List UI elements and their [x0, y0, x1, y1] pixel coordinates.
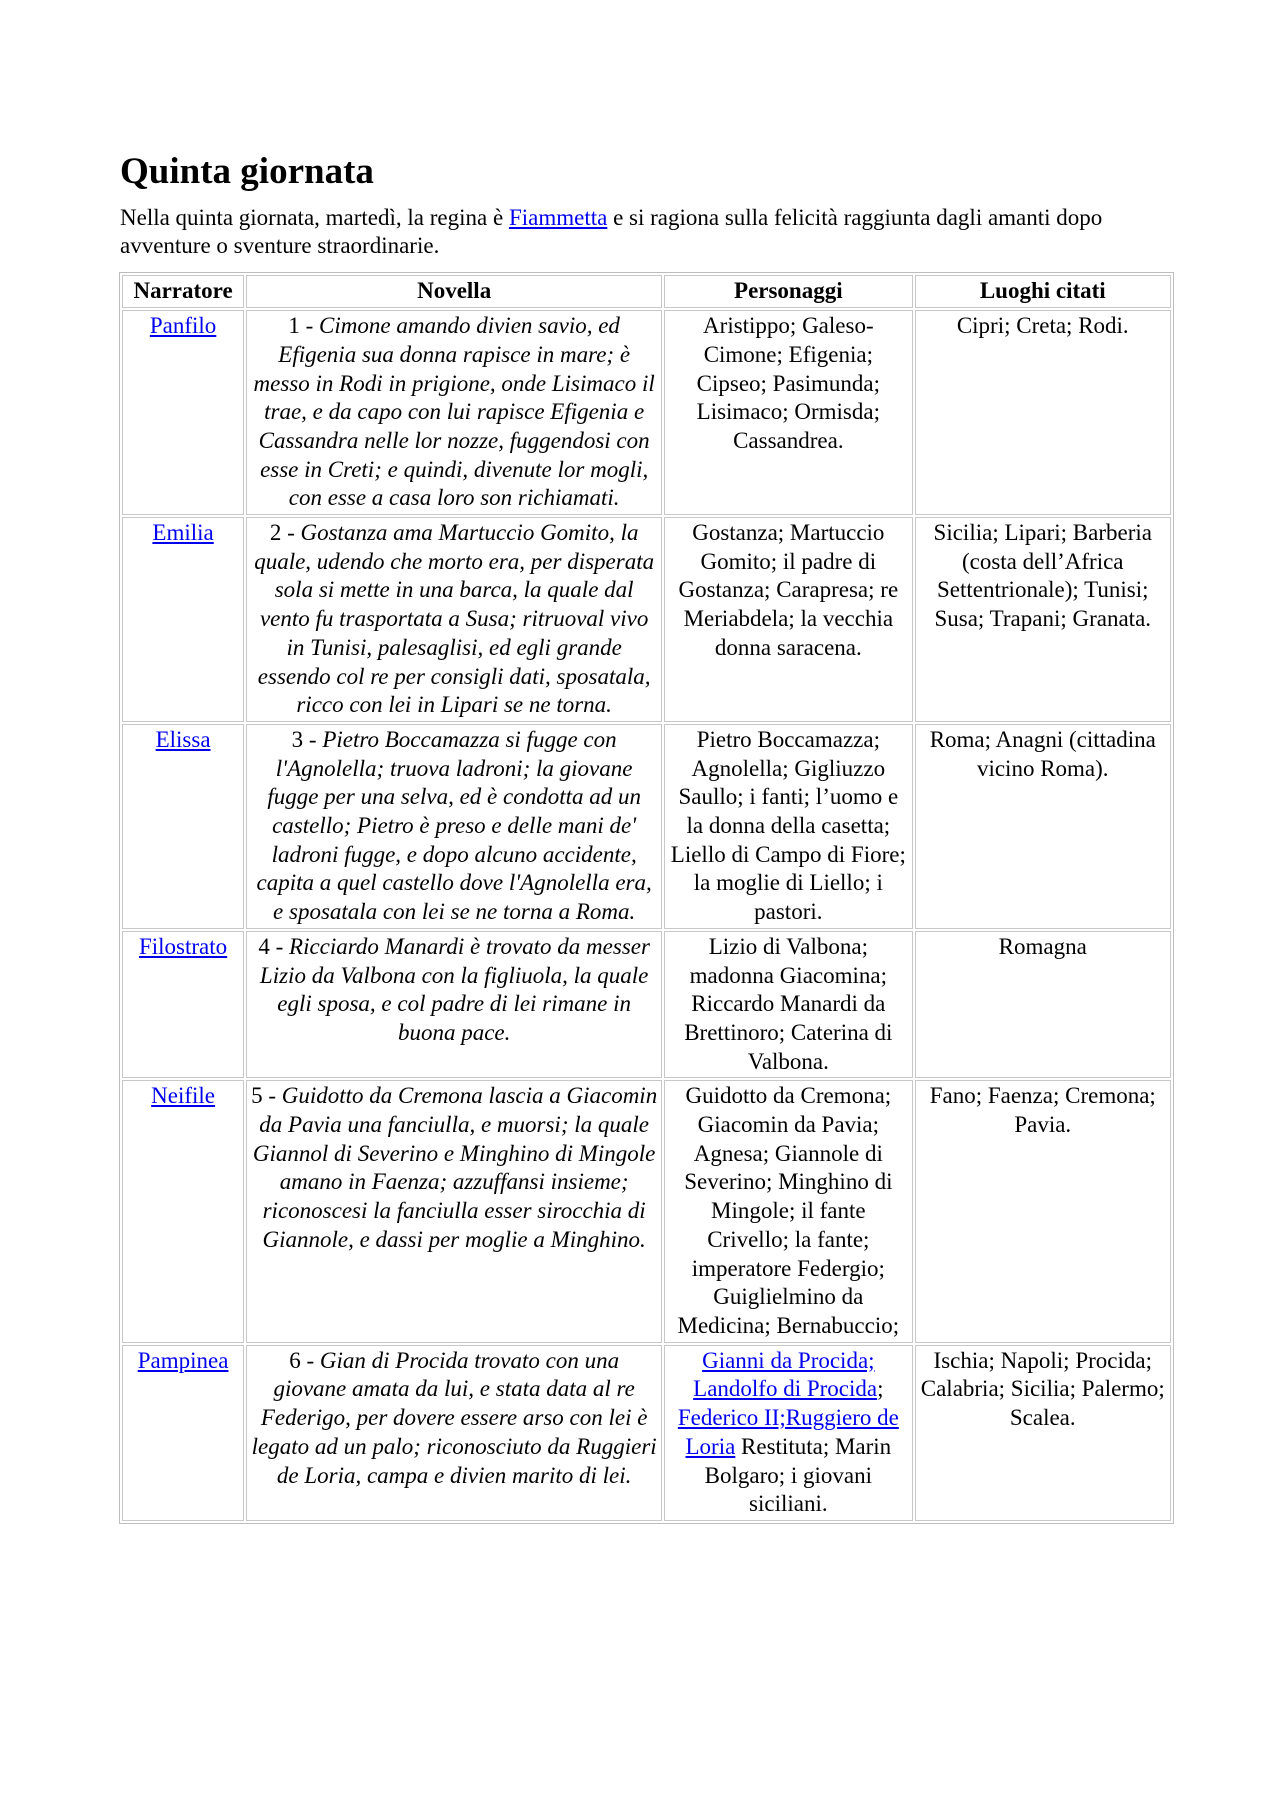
narrator-link-neifile[interactable]: Neifile	[151, 1083, 215, 1109]
intro-text-after: e si ragiona sulla felicità raggiunta dagli amanti dopo avventure o sventure straordinarie.	[120, 205, 1103, 259]
table-row	[122, 310, 1171, 515]
novelle-table	[119, 272, 1174, 1524]
header-novella: Novella	[246, 275, 662, 308]
novella-title: Guidotto da Cremona lascia a Giacomin da Pavia una fanciulla, e muorsi; la quale Giannol di Severino e Minghino di Mingole amano in Faenza; azzuffansi insieme; riconoscesi la fanciulla esser sirocchia di Giannole, e dassi per moglie a Minghino.	[252, 1083, 658, 1252]
characters-separator: ;	[877, 1376, 884, 1402]
places-cell: Sicilia; Lipari; Barberia (costa dell’Africa Settentrionale); Tunisi; Susa; Trapani; Granata.	[915, 517, 1171, 722]
page-title: Quinta giornata	[120, 151, 374, 192]
table-row	[122, 517, 1171, 722]
novella-title: Gostanza ama Martuccio Gomito, la quale, udendo che morto era, per disperata sola si mette in una barca, la quale dal vento fu trasportata a Susa; ritruoval vivo in Tunisi, palesaglisi, ed egli grande essendo col re per consigli dati, sposatala, ricco con lei in Lipari se ne torna.	[254, 520, 655, 718]
header-narratore: Narratore	[122, 275, 244, 308]
novella-cell	[246, 310, 662, 515]
novella-title: Cimone amando divien savio, ed Efigenia sua donna rapisce in mare; è messo in Rodi in prigione, onde Lisimaco il trae, e da capo con lui rapisce Efigenia e Cassandra nelle lor nozze, fuggendosi con esse in Creti; e quindi, divenute lor mogli, con esse a casa loro son richiamati.	[253, 313, 655, 511]
narrator-link-elissa[interactable]: Elissa	[155, 726, 211, 752]
table-row	[122, 1080, 1171, 1342]
narrator-cell	[122, 1345, 244, 1521]
intro-text-before: Nella quinta giornata, martedì, la regina è	[120, 205, 509, 231]
narrator-cell	[122, 517, 244, 722]
places-cell: Fano; Faenza; Cremona; Pavia.	[915, 1080, 1171, 1342]
novella-cell	[246, 724, 662, 929]
places-cell: Romagna	[915, 931, 1171, 1079]
novella-title: Gian di Procida trovato con una giovane amata da lui, e stata data al re Federigo, per dovere essere arso con lei è legato ad un palo; riconosciuto da Ruggieri de Loria, campa e divien marito di lei.	[251, 1347, 657, 1488]
narrator-cell	[122, 1080, 244, 1342]
character-link-federico-ruggiero[interactable]: Federico II;Ruggiero de Loria	[677, 1405, 899, 1459]
character-link-gianni-da-procida[interactable]: Gianni da Procida;	[702, 1347, 875, 1373]
document-page	[120, 150, 1172, 1524]
places-cell: Roma; Anagni (cittadina vicino Roma).	[915, 724, 1171, 929]
fiammetta-link[interactable]: Fiammetta	[508, 205, 608, 231]
narrator-cell	[122, 724, 244, 929]
narrator-cell	[122, 931, 244, 1079]
novella-cell	[246, 1080, 662, 1342]
novella-number: 4 -	[258, 933, 290, 959]
characters-cell: Aristippo; Galeso-Cimone; Efigenia; Cipseo; Pasimunda; Lisimaco; Ormisda; Cassandrea.	[664, 310, 912, 515]
characters-cell: Gostanza; Martuccio Gomito; il padre di Gostanza; Carapresa; re Meriabdela; la vecchia donna saracena.	[664, 517, 912, 722]
novella-number: 5 -	[251, 1083, 282, 1109]
characters-rest: Restituta; Marin Bolgaro; i giovani siciliani.	[704, 1433, 892, 1517]
table-row	[122, 724, 1171, 929]
novella-number: 1 -	[288, 313, 320, 339]
novella-number: 3 -	[291, 726, 323, 752]
narrator-link-filostrato[interactable]: Filostrato	[138, 933, 228, 959]
characters-cell	[664, 1345, 912, 1521]
novella-cell	[246, 517, 662, 722]
header-luoghi-citati: Luoghi citati	[915, 275, 1171, 308]
novella-cell	[246, 931, 662, 1079]
narrator-link-emilia[interactable]: Emilia	[152, 520, 214, 546]
header-personaggi: Personaggi	[664, 275, 912, 308]
table-row	[122, 1345, 1171, 1521]
novella-number: 6 -	[289, 1347, 320, 1373]
intro-paragraph	[120, 204, 1172, 260]
narrator-link-panfilo[interactable]: Panfilo	[149, 313, 217, 339]
novella-cell	[246, 1345, 662, 1521]
narrator-cell	[122, 310, 244, 515]
places-cell: Cipri; Creta; Rodi.	[915, 310, 1171, 515]
table-row	[122, 931, 1171, 1079]
novella-number: 2 -	[269, 520, 301, 546]
characters-cell: Pietro Boccamazza; Agnolella; Gigliuzzo Saullo; i fanti; l’uomo e la donna della casetta; Liello di Campo di Fiore; la moglie di Liello; i pastori.	[664, 724, 912, 929]
characters-cell: Lizio di Valbona; madonna Giacomina; Riccardo Manardi da Brettinoro; Caterina di Valbona.	[664, 931, 912, 1079]
novella-title: Pietro Boccamazza si fugge con l'Agnolella; truova ladroni; la giovane fugge per una selva, ed è condotta ad un castello; Pietro è preso e delle mani de' ladroni fugge, e dopo alcuno accidente, capita a quel castello dove l'Agnolella era, e sposatala con lei se ne torna a Roma.	[256, 726, 652, 925]
novella-title: Ricciardo Manardi è trovato da messer Lizio da Valbona con la figliuola, la quale egli sposa, e col padre di lei rimane in buona pace.	[259, 933, 650, 1045]
characters-cell: Guidotto da Cremona; Giacomin da Pavia; Agnesa; Giannole di Severino; Minghino di Mingole; il fante Crivello; la fante; imperatore Federgio; Guiglielmino da Medicina; Bernabuccio;	[664, 1080, 912, 1342]
table-header-row	[122, 275, 1171, 308]
places-cell: Ischia; Napoli; Procida; Calabria; Sicilia; Palermo; Scalea.	[915, 1345, 1171, 1521]
narrator-link-pampinea[interactable]: Pampinea	[137, 1347, 229, 1373]
character-link-landolfo-di-procida[interactable]: Landolfo di Procida	[693, 1376, 878, 1402]
